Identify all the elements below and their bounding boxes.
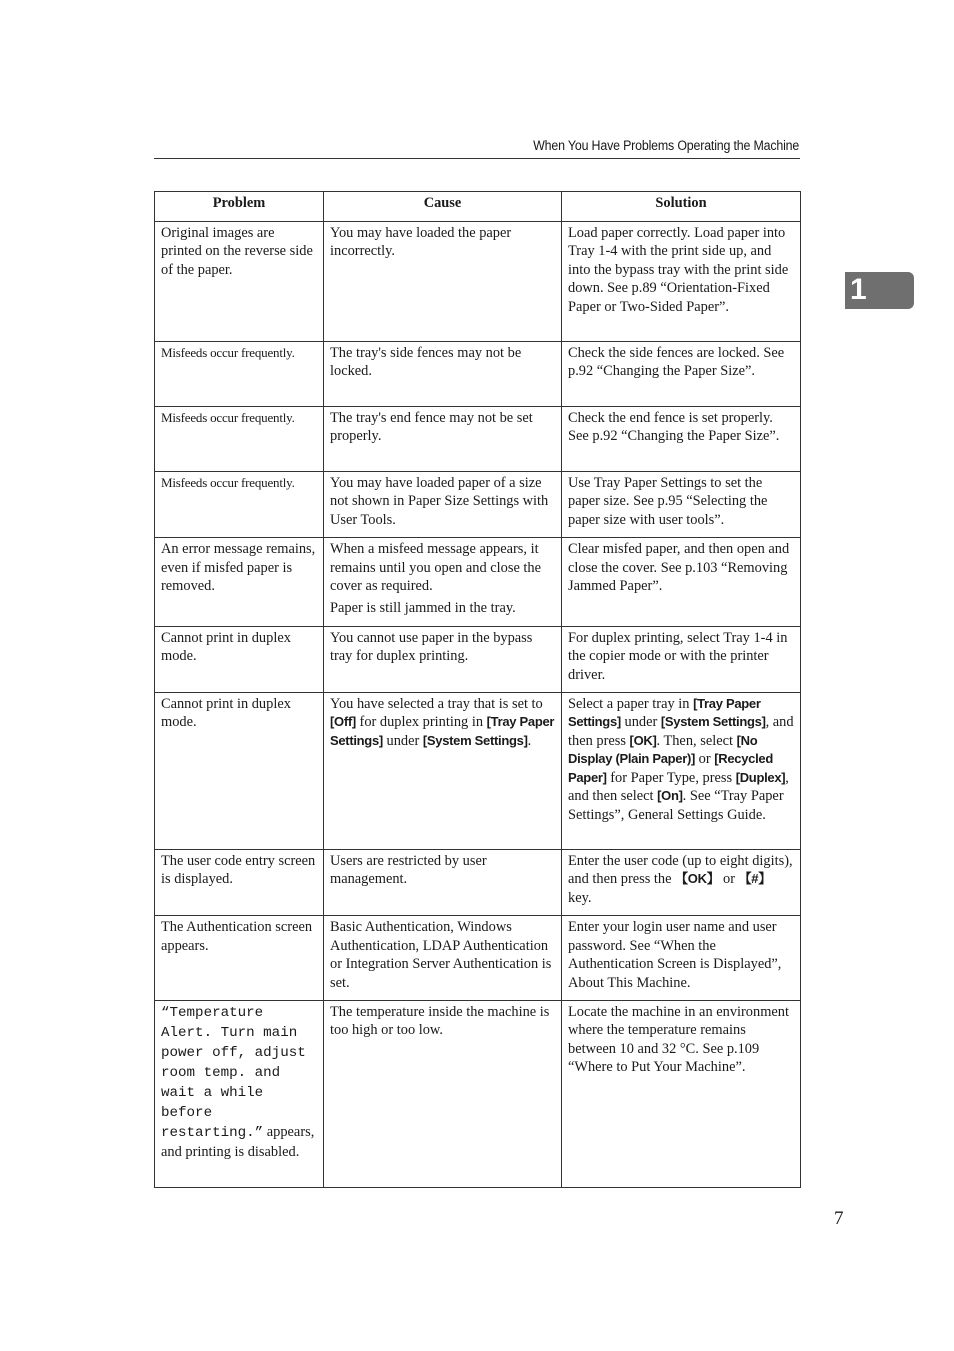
key-label: [System Settings] — [422, 732, 528, 748]
problem-cell: The user code entry screen is displayed. — [155, 850, 324, 916]
table-row — [155, 472, 801, 538]
page-number: 7 — [834, 1208, 844, 1229]
cause-cell: Users are restricted by user management. — [324, 850, 562, 916]
cause-cell: The temperature inside the machine is too high or too low. — [324, 1000, 562, 1187]
cause-cell: The tray's end fence may not be set properly. — [324, 407, 562, 472]
cause-text: When a misfeed message appears, it remains until you open and close the cover as required. — [330, 541, 542, 595]
solution-cell: Check the side fences are locked. See p.92 “Changing the Paper Size”. — [562, 342, 801, 407]
chapter-number: 1 — [850, 273, 867, 306]
problem-cell: An error message remains, even if misfed paper is removed. — [155, 538, 324, 627]
problem-cell: Misfeeds occur frequently. — [155, 472, 324, 538]
table-row — [155, 538, 801, 627]
cause-cell — [324, 693, 562, 850]
cause-cell: You cannot use paper in the bypass tray for duplex printing. — [324, 626, 562, 692]
cause-text: . — [527, 732, 532, 749]
table-header-row — [155, 192, 801, 222]
table-row — [155, 407, 801, 472]
key-label: [Tray Paper Settings] — [568, 696, 761, 730]
solution-text: under — [620, 714, 661, 731]
key-label: [OK] — [629, 732, 657, 748]
problem-cell: Misfeeds occur frequently. — [155, 407, 324, 472]
solution-text: key. — [568, 889, 592, 906]
problem-cell: Misfeeds occur frequently. — [155, 342, 324, 407]
solution-text: . See “Tray Paper Settings”, General Settings Guide. — [568, 788, 784, 823]
problem-cell: Cannot print in duplex mode. — [155, 626, 324, 692]
solution-text: , and then select — [568, 769, 789, 805]
table-row — [155, 626, 801, 692]
problem-cell: The Authentication screen appears. — [155, 916, 324, 1001]
solution-text: . Then, select — [656, 732, 737, 749]
solution-cell: Clear misfed paper, and then open and close the cover. See p.103 “Removing Jammed Paper”. — [562, 538, 801, 627]
table-row — [155, 850, 801, 916]
key-label: [System Settings] — [660, 714, 766, 730]
solution-cell: Check the end fence is set properly. See p.92 “Changing the Paper Size”. — [562, 407, 801, 472]
chapter-tab — [845, 272, 914, 309]
ok-key-label: 【OK】 — [675, 871, 720, 887]
cause-cell: You may have loaded paper of a size not shown in Paper Size Settings with User Tools. — [324, 472, 562, 538]
problem-cell: Cannot print in duplex mode. — [155, 693, 324, 850]
hash-key-label: 【#】 — [738, 871, 771, 887]
table-row — [155, 342, 801, 407]
cause-cell: Basic Authentication, Windows Authentication, LDAP Authentication or Integration Server Authentication is set. — [324, 916, 562, 1001]
solution-cell — [562, 693, 801, 850]
solution-text: or — [719, 871, 739, 888]
troubleshooting-table — [154, 191, 801, 1188]
solution-text: Select a paper tray in — [568, 696, 694, 713]
solution-text: or — [695, 751, 715, 768]
key-label: [Off] — [330, 714, 356, 730]
key-label: [Tray Paper Settings] — [330, 714, 555, 748]
table-row — [155, 916, 801, 1001]
solution-cell: Load paper correctly. Load paper into Tray 1-4 with the print side up, and into the bypass tray with the print side down. See p.89 “Orientation-Fixed Paper or Two-Sided Paper”. — [562, 222, 801, 342]
solution-text: , and then press — [568, 714, 794, 749]
cause-cell: You may have loaded the paper incorrectly. — [324, 222, 562, 342]
solution-cell: Enter your login user name and user password. See “When the Authentication Screen is Displayed”, About This Machine. — [562, 916, 801, 1001]
key-label: [On] — [657, 788, 683, 804]
cause-cell — [324, 538, 562, 627]
solution-cell: Locate the machine in an environment where the temperature remains between 10 and 32 °C. See p.109 “Where to Put Your Machine”. — [562, 1000, 801, 1187]
key-label: [Duplex] — [735, 769, 786, 785]
header-problem: Problem — [155, 192, 324, 222]
table-row — [155, 1000, 801, 1187]
problem-cell — [155, 1000, 324, 1187]
cause-text: under — [382, 732, 423, 749]
running-header: When You Have Problems Operating the Machine — [533, 138, 799, 153]
header-rule — [154, 158, 800, 159]
header-cause: Cause — [324, 192, 562, 222]
solution-text: for Paper Type, press — [606, 769, 736, 786]
cause-cell: The tray's side fences may not be locked. — [324, 342, 562, 407]
table-row — [155, 693, 801, 850]
solution-text: Enter the user code (up to eight digits), and then press the — [568, 853, 793, 888]
solution-cell: For duplex printing, select Tray 1-4 in the copier mode or with the printer driver. — [562, 626, 801, 692]
problem-cell: Original images are printed on the reverse side of the paper. — [155, 222, 324, 342]
table-row — [155, 222, 801, 342]
key-label: [No Display (Plain Paper)] — [568, 732, 758, 767]
header-solution: Solution — [562, 192, 801, 222]
key-label: [Recycled Paper] — [568, 751, 773, 785]
solution-cell: Use Tray Paper Settings to set the paper size. See p.95 “Selecting the paper size with user tools”. — [562, 472, 801, 538]
solution-cell — [562, 850, 801, 916]
cause-text: for duplex printing in — [355, 714, 487, 731]
alert-message: “Temperature Alert. Turn main power off, adjust room temp. and wait a while before restarting.” — [161, 1004, 306, 1141]
cause-extra-text: Paper is still jammed in the tray. — [330, 600, 516, 617]
problem-text: appears, and printing is disabled. — [161, 1123, 315, 1160]
cause-text: You have selected a tray that is set to — [330, 696, 543, 713]
